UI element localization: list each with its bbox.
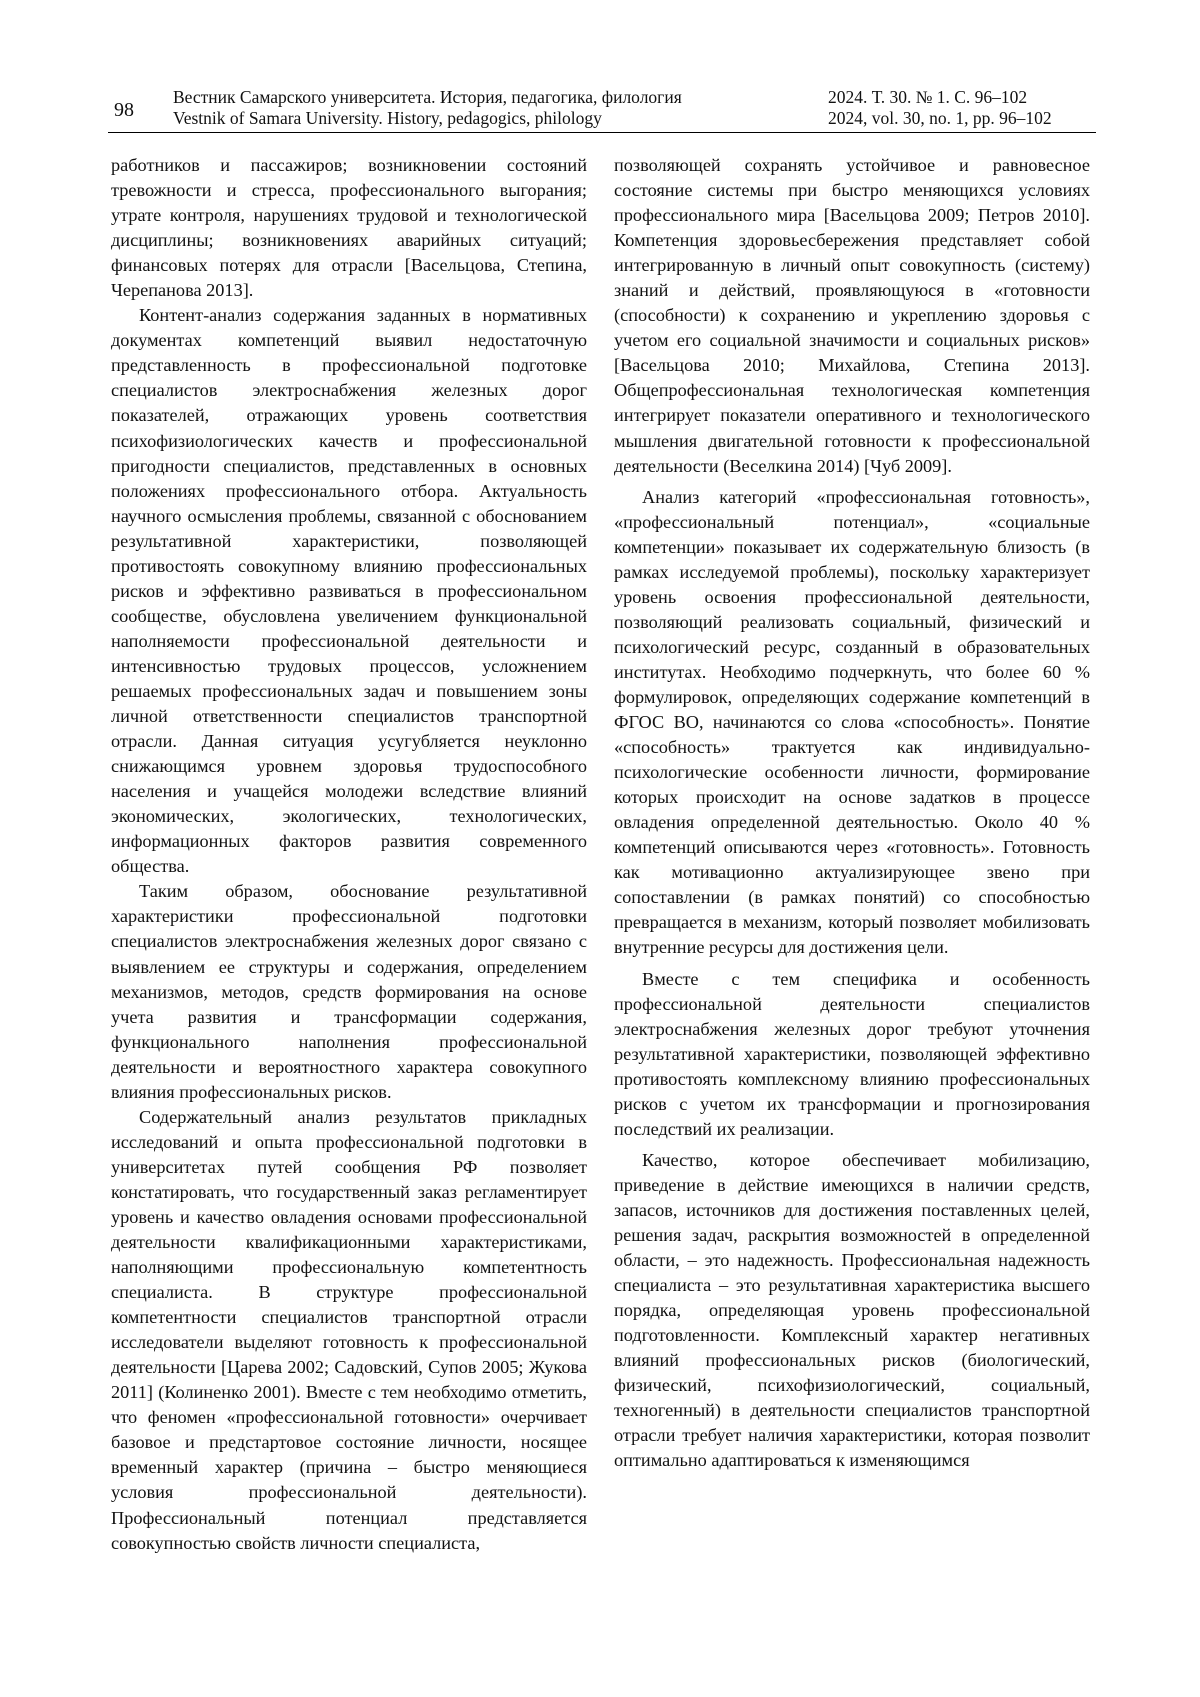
citation-ru: 2024. Т. 30. № 1. С. 96–102: [828, 87, 1028, 107]
journal-title-en: Vestnik of Samara University. History, pedagogics, philology: [173, 108, 602, 128]
paragraph: работников и пассажиров; возникновении состояний тревожности и стресса, профессионального выгорания; утрате контроля, нарушениях трудовой и технологической дисциплины; возникновениях аварийных ситуаций; финансовых потерях для отрасли [Васельцова, Степина, Черепанова 2013].: [111, 155, 587, 301]
paragraph: Таким образом, обоснование результативной характеристики профессиональной подготовки специалистов электроснабжения железных дорог связано с выявлением ее структуры и содержания, определением механизмов, методов, средств формирования на основе учета развития и трансформации содержания, функционального наполнения профессиональной деятельности и вероятностного характера совокупного влияния профессиональных рисков.: [111, 881, 587, 1102]
left-column: [111, 153, 587, 1556]
right-column: [614, 153, 1090, 1473]
running-header: [108, 84, 1096, 133]
paragraph: Содержательный анализ результатов прикладных исследований и опыта профессиональной подготовки в университетах путей сообщения РФ позволяет констатировать, что государственный заказ регламентирует уровень и качество овладения основами профессиональной деятельности квалификационными характеристиками, наполняющими профессиональную компетентность специалиста. В структуре профессиональной компетентности специалистов транспортной отрасли исследователи выделяют готовность к профессиональной деятельности [Царева 2002; Садовский, Супов 2005; Жукова 2011] (Колиненко 2001). Вместе с тем необходимо отметить, что феномен «профессиональной готовности» очерчивает базовое и предстартовое состояние личности, носящее временный характер (причина – быстро меняющиеся условия профессиональной деятельности). Профессиональный потенциал представляется совокупностью свойств личности специалиста,: [111, 1106, 587, 1553]
citation-en: 2024, vol. 30, no. 1, pp. 96–102: [828, 108, 1052, 128]
paragraph: Анализ категорий «профессиональная готовность», «профессиональный потенциал», «социальные компетенции» показывает их содержательную близость (в рамках исследуемой проблемы), поскольку характеризует уровень освоения профессиональной деятельности, позволяющий реализовать социальный, физический и психологический ресурс, созданный в образовательных институтах. Необходимо подчеркнуть, что более 60 % формулировок, определяющих содержание компетенций в ФГОС ВО, начинаются со слова «способность». Понятие «способность» трактуется как индивидуально-психологические особенности личности, формирование которых происходит на основе задатков в процессе овладения определенной деятельностью. Около 40 % компетенций описываются через «готовность». Готовность как мотивационно актуализирующее звено при сопоставлении (в рамках понятий) со способностью превращается в механизм, который позволяет мобилизовать внутренние ресурсы для достижения цели.: [614, 486, 1090, 958]
journal-title-ru: Вестник Самарского университета. История, педагогика, филология: [173, 87, 682, 107]
citation-info: [828, 87, 1096, 129]
paragraph: позволяющей сохранять устойчивое и равновесное состояние системы при быстро меняющихся условиях профессионального мира [Васельцова 2009; Петров 2010]. Компетенция здоровьесбережения представляет собой интегрированную в личный опыт совокупность (систему) знаний и действий, проявляющуюся в «готовности (способности) к сохранению и укреплению здоровья с учетом его социальной значимости и социальных рисков» [Васельцова 2010; Михайлова, Степина 2013]. Общепрофессиональная технологическая компетенция интегрирует показатели оперативного и технологического мышления двигательной готовности к профессиональной деятельности (Веселкина 2014) [Чуб 2009].: [614, 155, 1090, 476]
paragraph: Качество, которое обеспечивает мобилизацию, приведение в действие имеющихся в наличии средств, запасов, источников для достижения поставленных целей, решения задач, раскрытия возможностей в определенной области, – это надежность. Профессиональная надежность специалиста – это результативная характеристика высшего порядка, определяющая уровень профессиональной подготовленности. Комплексный характер негативных влияний профессиональных рисков (биологический, физический, психофизиологический, социальный, техногенный) в деятельности специалистов транспортной отрасли требует наличия характеристики, которая позволит оптимально адаптироваться к изменяющимся: [614, 1149, 1090, 1471]
paragraph: Вместе с тем специфика и особенность профессиональной деятельности специалистов электроснабжения железных дорог требуют уточнения результативной характеристики, позволяющей эффективно противостоять комплексному влиянию профессиональных рисков с учетом их трансформации и прогнозирования последствий их реализации.: [614, 968, 1090, 1139]
page-number: 98: [114, 99, 134, 121]
paragraph: Контент-анализ содержания заданных в нормативных документах компетенций выявил недостаточную представленность в профессиональной подготовке специалистов электроснабжения железных дорог показателей, отражающих уровень соответствия психофизиологических качеств и профессиональной пригодности специалистов, представленных в основных положениях профессионального отбора. Актуальность научного осмысления проблемы, связанной с обоснованием результативной характеристики, позволяющей противостоять совокупному влиянию профессиональных рисков и эффективно развиваться в профессиональном сообществе, обусловлена увеличением функциональной наполняемости профессиональной деятельности и интенсивностью трудовых процессов, усложнением решаемых профессиональных задач и повышением зоны личной ответственности специалистов транспортной отрасли. Данная ситуация усугубляется неуклонно снижающимся уровнем здоровья трудоспособного населения и учащейся молодежи вследствие влияний экономических, экологических, технологических, информационных факторов развития современного общества.: [111, 305, 587, 877]
journal-title: [173, 87, 733, 129]
